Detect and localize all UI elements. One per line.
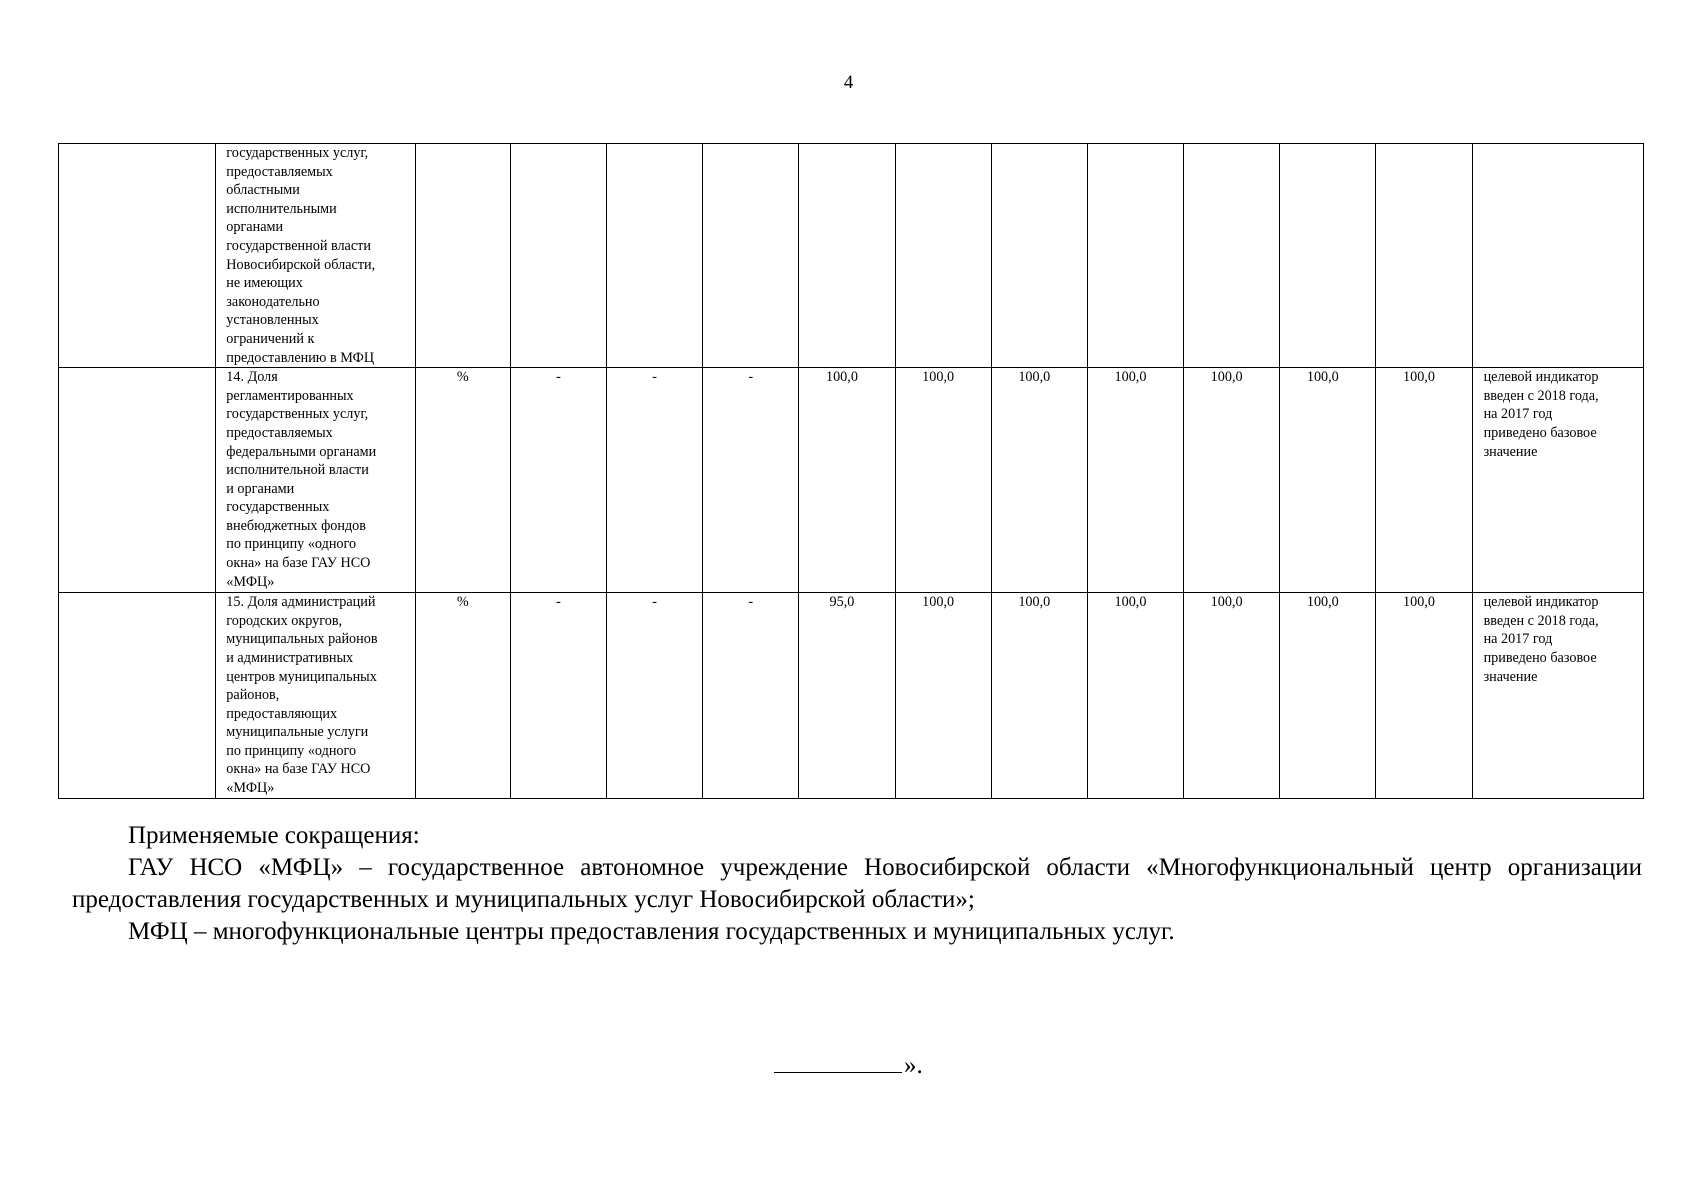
indicator-line: предоставляемых bbox=[226, 424, 333, 441]
indicator-line: районов, bbox=[226, 687, 280, 704]
value-cell: - bbox=[510, 368, 606, 593]
value-cell bbox=[1087, 144, 1183, 368]
indicator-line: федеральными органами bbox=[226, 443, 377, 460]
indicator-line: центров муниципальных bbox=[226, 668, 377, 685]
value-cell: - bbox=[607, 368, 703, 593]
value-cell bbox=[607, 144, 703, 368]
indicator-line: государственных bbox=[226, 499, 330, 516]
value-cell: 100,0 bbox=[1087, 368, 1183, 593]
gau-nso-mfc-definition: ГАУ НСО «МФЦ» – государственное автономное учреждение Новосибирской области «Многофункциональный центр организации предоставления государственных и муниципальных услуг Новосибирской области»; bbox=[72, 854, 1642, 913]
value-cell bbox=[991, 144, 1087, 368]
value-cell: - bbox=[607, 593, 703, 799]
value-cell: 100,0 bbox=[1376, 368, 1472, 593]
value-cell: 100,0 bbox=[1376, 593, 1472, 799]
indicator-cell bbox=[216, 593, 415, 799]
value-cell: 100,0 bbox=[895, 593, 991, 799]
value-cell: - bbox=[703, 368, 799, 593]
table-row bbox=[59, 144, 1644, 368]
table-row bbox=[59, 368, 1644, 593]
program-cell bbox=[59, 593, 216, 799]
value-cell bbox=[1280, 144, 1376, 368]
note-cell bbox=[1472, 368, 1643, 593]
note-cell bbox=[1472, 593, 1643, 799]
value-cell bbox=[799, 144, 895, 368]
indicator-line: городских округов, bbox=[226, 612, 343, 629]
unit-cell bbox=[415, 144, 510, 368]
note-line: приведено базовое bbox=[1483, 424, 1597, 441]
note-line: на 2017 год bbox=[1483, 631, 1553, 648]
note-cell bbox=[1472, 144, 1643, 368]
table-row bbox=[59, 593, 1644, 799]
indicator-line: государственных услуг, bbox=[226, 145, 369, 161]
page-number: 4 bbox=[843, 72, 854, 93]
indicator-line: и органами bbox=[226, 480, 295, 497]
indicators-table bbox=[58, 143, 1644, 799]
value-cell: 100,0 bbox=[1087, 593, 1183, 799]
note-line: целевой индикатор bbox=[1483, 369, 1599, 386]
abbreviations-section bbox=[72, 820, 1642, 948]
indicator-line: муниципальные услуги bbox=[226, 724, 369, 741]
value-cell bbox=[703, 144, 799, 368]
value-cell: - bbox=[510, 593, 606, 799]
indicator-line: окна» на базе ГАУ НСО bbox=[226, 555, 371, 572]
value-cell: 100,0 bbox=[991, 593, 1087, 799]
indicator-line: государственных услуг, bbox=[226, 406, 369, 423]
indicator-line: внебюджетных фондов bbox=[226, 517, 366, 534]
value-cell: 100,0 bbox=[1184, 368, 1280, 593]
indicator-line: по принципу «одного bbox=[226, 742, 357, 759]
indicator-line: предоставлению в МФЦ bbox=[226, 349, 375, 366]
indicator-cell bbox=[216, 144, 415, 368]
indicator-line: ограничений к bbox=[226, 330, 315, 347]
indicator-line: предоставляющих bbox=[226, 705, 338, 722]
indicator-line: «МФЦ» bbox=[226, 573, 275, 590]
value-cell: 100,0 bbox=[799, 368, 895, 593]
indicator-line: установленных bbox=[226, 312, 319, 329]
note-line: значение bbox=[1483, 443, 1538, 460]
value-cell: 100,0 bbox=[1280, 593, 1376, 799]
value-cell: 100,0 bbox=[1184, 593, 1280, 799]
unit-cell: % bbox=[415, 368, 510, 593]
indicator-line: окна» на базе ГАУ НСО bbox=[226, 761, 371, 778]
closing-quote: ». bbox=[904, 1052, 923, 1079]
value-cell: 95,0 bbox=[799, 593, 895, 799]
note-line: значение bbox=[1483, 668, 1538, 685]
indicator-line: «МФЦ» bbox=[226, 780, 275, 797]
indicator-line: областными bbox=[226, 182, 300, 199]
indicator-line: регламентированных bbox=[226, 387, 354, 404]
value-cell bbox=[1376, 144, 1472, 368]
indicator-line: Новосибирской области, bbox=[226, 256, 376, 273]
closing-mark bbox=[774, 1048, 923, 1080]
indicator-line: по принципу «одного bbox=[226, 536, 357, 553]
mfc-definition: МФЦ – многофункциональные центры предоставления государственных и муниципальных услуг. bbox=[128, 918, 1175, 945]
note-line: введен с 2018 года, bbox=[1483, 612, 1599, 629]
indicator-line: органами bbox=[226, 219, 284, 236]
indicator-line: 15. Доля администраций bbox=[226, 594, 376, 611]
indicator-line: исполнительной власти bbox=[226, 462, 369, 479]
value-cell bbox=[895, 144, 991, 368]
indicator-cell bbox=[216, 368, 415, 593]
unit-cell: % bbox=[415, 593, 510, 799]
indicator-line: муниципальных районов bbox=[226, 631, 378, 648]
value-cell: 100,0 bbox=[1280, 368, 1376, 593]
indicator-line: предоставляемых bbox=[226, 163, 333, 180]
program-cell bbox=[59, 144, 216, 368]
value-cell: 100,0 bbox=[895, 368, 991, 593]
value-cell: 100,0 bbox=[991, 368, 1087, 593]
note-line: введен с 2018 года, bbox=[1483, 387, 1599, 404]
note-line: приведено базовое bbox=[1483, 649, 1597, 666]
indicator-line: исполнительными bbox=[226, 200, 337, 217]
program-cell bbox=[59, 368, 216, 593]
indicator-line: и административных bbox=[226, 649, 354, 666]
value-cell bbox=[510, 144, 606, 368]
value-cell bbox=[1184, 144, 1280, 368]
note-line: на 2017 год bbox=[1483, 406, 1553, 423]
note-line: целевой индикатор bbox=[1483, 594, 1599, 611]
indicator-line: 14. Доля bbox=[226, 369, 278, 386]
abbreviations-heading: Применяемые сокращения: bbox=[128, 822, 420, 849]
blank-line bbox=[774, 1048, 902, 1073]
indicator-line: государственной власти bbox=[226, 237, 371, 254]
indicator-line: не имеющих bbox=[226, 275, 303, 292]
indicator-line: законодательно bbox=[226, 293, 320, 310]
value-cell: - bbox=[703, 593, 799, 799]
